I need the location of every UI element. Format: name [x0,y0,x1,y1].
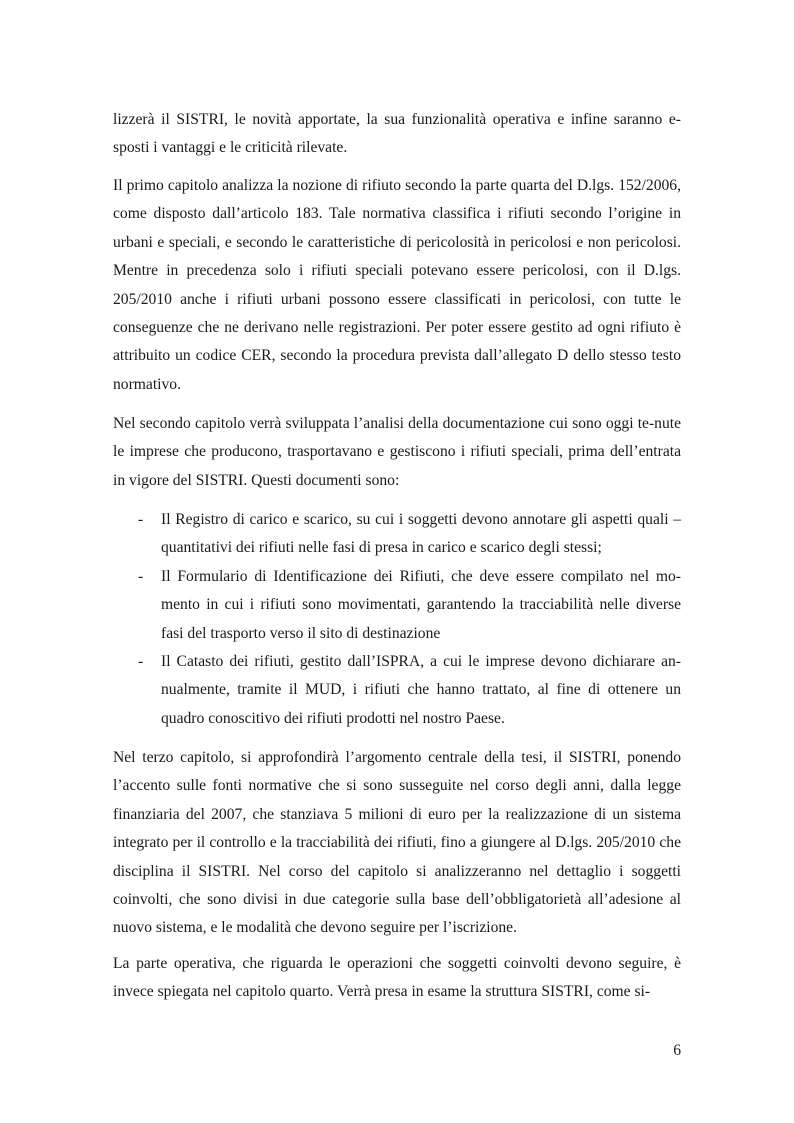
list-item-text: Il Formulario di Identificazione dei Rifiuti, che deve essere compilato nel mo-mento in cui i rifiuti sono movimentati, garantendo la tracciabilità nelle diverse fasi del trasporto verso il sito di destinazione [161,567,681,642]
paragraph-chapter-one: Il primo capitolo analizza la nozione di rifiuto secondo la parte quarta del D.lgs. 152/2006, come disposto dall’articolo 183. Tale normativa classifica i rifiuti secondo l’origine in urbani e speciali, e secondo le caratteristiche di pericolosità in pericolosi e non pericolosi. Mentre in precedenza solo i rifiuti speciali potevano essere pericolosi, con il D.lgs. 205/2010 anche i rifiuti urbani possono essere classificati in pericolosi, con tutte le conseguenze che ne derivano nelle registrazioni. Per poter essere gestito ad ogni rifiuto è attribuito un codice CER, secondo la procedura prevista dall’allegato D dello stesso testo normativo. [113,177,681,393]
list-item [113,563,681,648]
list-item [113,506,681,563]
documents-list [113,506,681,733]
page-number: 6 [673,1042,681,1059]
list-dash: - [138,653,144,671]
list-dash: - [138,511,144,528]
list-item-text: Il Catasto dei rifiuti, gestito dall’ISPRA, a cui le imprese devono dichiarare an-nualmente, tramite il MUD, i rifiuti che hanno trattato, al fine di ottenere un quadro conoscitivo dei rifiuti prodotti nel nostro Paese. [161,653,681,727]
list-dash: - [138,567,144,585]
paragraph-intro-continuation: lizzerà il SISTRI, le novità apportate, la sua funzionalità operativa e infine saranno e-sposti i vantaggi e le criticità rilevate. [113,111,681,157]
paragraph-chapter-three: Nel terzo capitolo, si approfondirà l’argomento centrale della tesi, il SISTRI, ponendo l’accento sulle fonti normative che si sono susseguite nel corso degli anni, dalla legge finanziaria del 2007, che stanziava 5 milioni di euro per la realizzazione di un sistema integrato per il controllo e la tracciabilità dei rifiuti, fino a giungere al D.lgs. 205/2010 che disciplina il SISTRI. Nel corso del capitolo si analizzeranno nel dettaglio i soggetti coinvolti, che sono divisi in due categorie sulla base dell’obbligatorietà all’adesione al nuovo sistema, e le modalità che devono seguire per l’iscrizione. [113,749,681,937]
paragraph-chapter-two: Nel secondo capitolo verrà sviluppata l’analisi della documentazione cui sono oggi te-nute le imprese che producono, trasportavano e gestiscono i rifiuti speciali, prima dell’entrata in vigore del SISTRI. Questi documenti sono: [113,415,681,489]
paragraph-chapter-four: La parte operativa, che riguarda le operazioni che soggetti coinvolti devono seguire, è invece spiegata nel capitolo quarto. Verrà presa in esame la struttura SISTRI, come si- [113,955,681,1001]
list-item-text: Il Registro di carico e scarico, su cui i soggetti devono annotare gli aspetti quali – quantitativi dei rifiuti nelle fasi di presa in carico e scarico degli stessi; [161,511,681,557]
list-item [113,648,681,733]
